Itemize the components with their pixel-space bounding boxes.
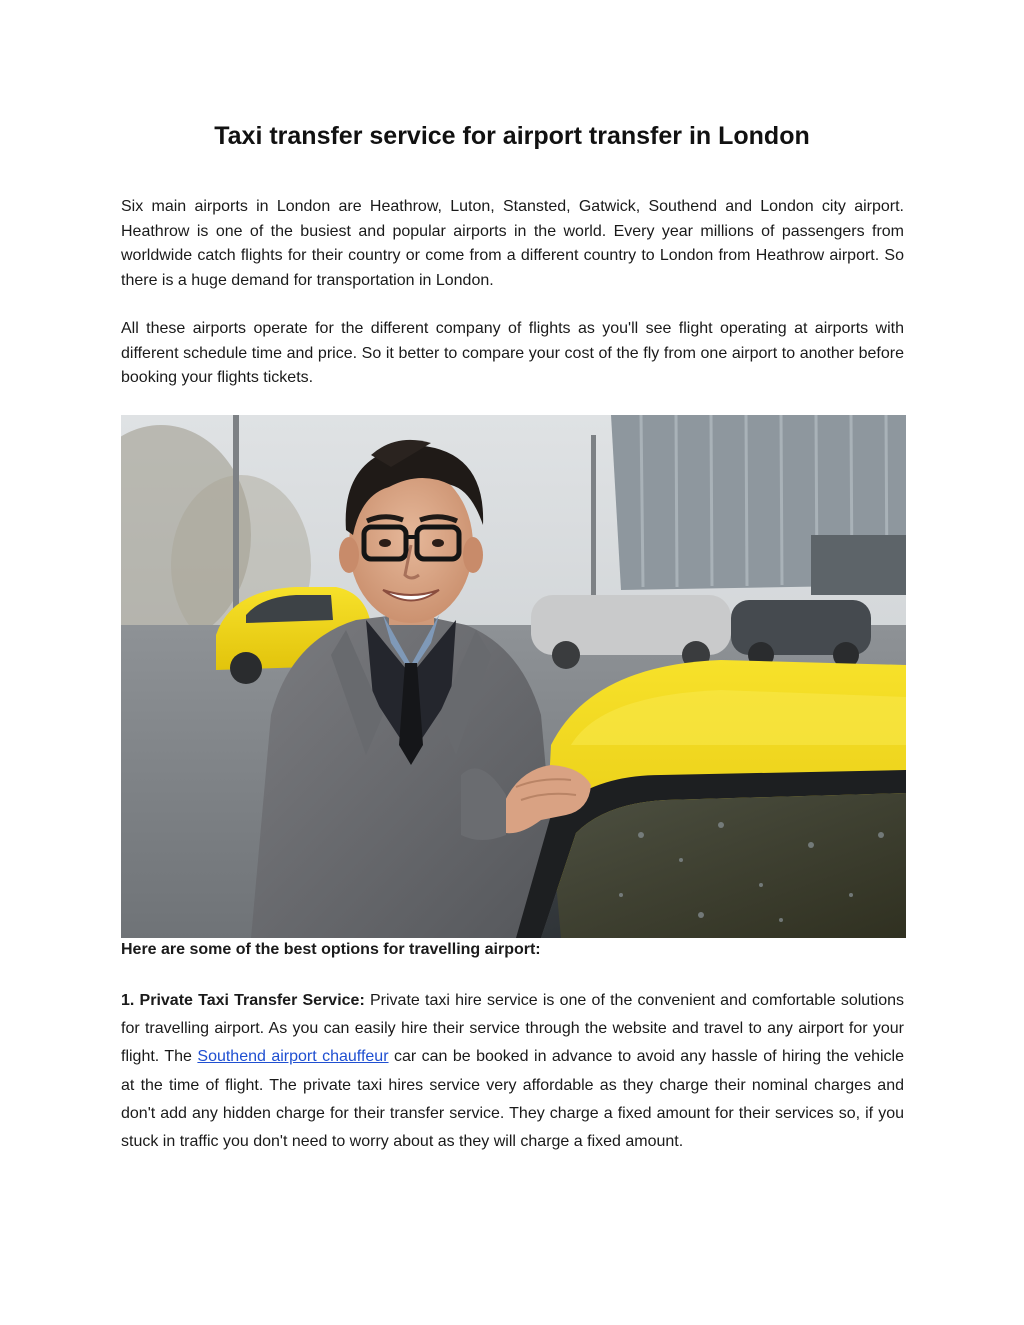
page-title: Taxi transfer service for airport transfer in London	[214, 122, 810, 150]
options-heading: Here are some of the best options for travelling airport:	[121, 941, 541, 958]
option-1-paragraph	[121, 987, 904, 1156]
man-at-yellow-taxi-photo	[121, 415, 906, 938]
intro-paragraph: Six main airports in London are Heathrow, Luton, Stansted, Gatwick, Southend and London city airport. Heathrow is one of the busiest and popular airports in the world. Every year millions of passengers from worldwide catch flights for their country or come from a different country to London from Heathrow airport. So there is a huge demand for transportation in London.	[121, 198, 904, 289]
second-paragraph: All these airports operate for the different company of flights as you'll see flight operating at airports with different schedule time and price. So it better to compare your cost of the fly from one airport to another before booking your flights tickets.	[121, 320, 904, 386]
option-1-lead: 1. Private Taxi Transfer Service:	[121, 992, 365, 1009]
photo-illustration	[121, 415, 906, 938]
option-1-text-before-link: Private taxi hire service is one of the convenient and comfortable solutions for travelling airport. As you can easily hire their service through the website and travel to any airport for your flight. The	[121, 992, 904, 1066]
option-1-text-after-link: car can be booked in advance to avoid any hassle of hiring the vehicle at the time of flight. The private taxi hires service very affordable as they charge their nominal charges and don't add any hidden charge for their transfer service. They charge a fixed amount for their services so, if you stuck in traffic you don't need to worry about as they will charge a fixed amount.	[121, 1048, 905, 1151]
southend-airport-chauffeur-link[interactable]: Southend airport chauffeur	[197, 1048, 389, 1066]
